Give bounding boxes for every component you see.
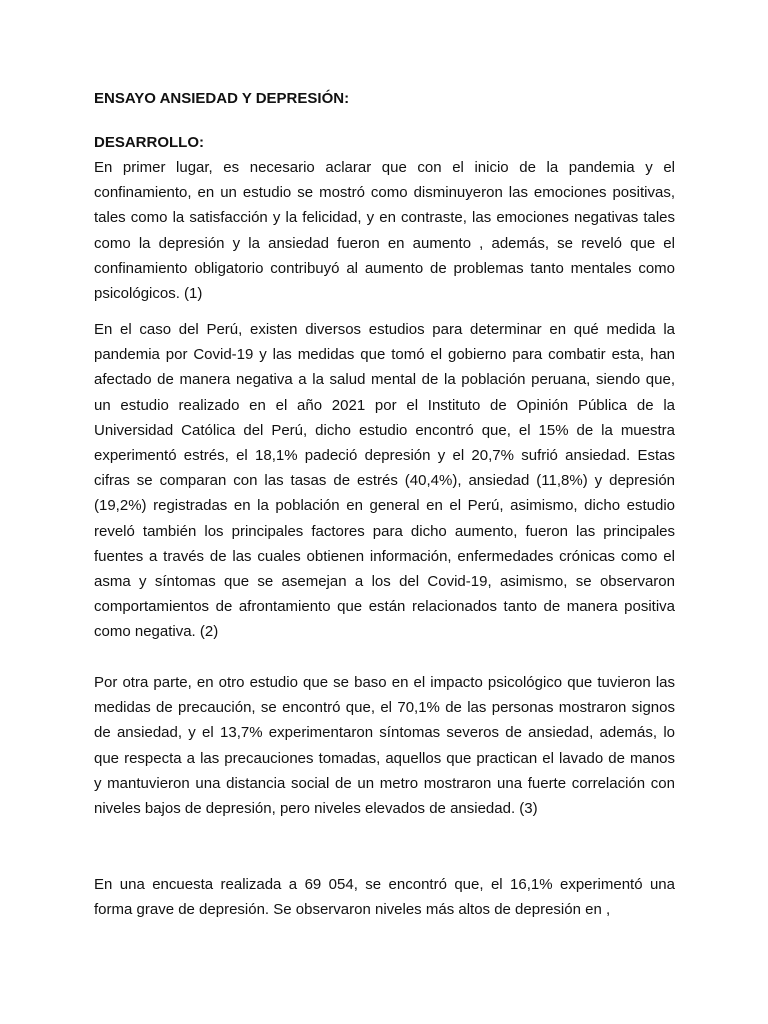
paragraph: En una encuesta realizada a 69 054, se encontró que, el 16,1% experimentó una forma grave de depresión. Se observaron niveles más altos de depresión en ,	[94, 876, 675, 919]
paragraph: Por otra parte, en otro estudio que se baso en el impacto psicológico que tuvieron las medidas de precaución, se encontró que, el 70,1% de las personas mostraron signos de ansiedad, y el 13,7% experimentaron síntomas severos de ansiedad, además, lo que respecta a las precauciones tomadas, aquellos que practican el lavado de manos y mantuvieron una distancia social de un metro mostraron una fuerte correlación con niveles bajos de depresión, pero niveles elevados de ansiedad. (3)	[94, 674, 675, 818]
section-heading: DESARROLLO:	[94, 134, 204, 151]
document-title: ENSAYO ANSIEDAD Y DEPRESIÓN:	[94, 90, 350, 107]
paragraph: En el caso del Perú, existen diversos estudios para determinar en qué medida la pandemia por Covid-19 y las medidas que tomó el gobierno para combatir esta, han afectado de manera negativa a la salud mental de la población peruana, siendo que, un estudio realizado en el año 2021 por el Instituto de Opinión Pública de la Universidad Católica del Perú, dicho estudio encontró que, el 15% de la muestra experimentó estrés, el 18,1% padeció depresión y el 20,7% sufrió ansiedad. Estas cifras se comparan con las tasas de estrés (40,4%), ansiedad (11,8%) y depresión (19,2%) registradas en la población en general en el Perú, asimismo, dicho estudio reveló también los principales factores para dicho aumento, fueron las principales fuentes a través de las cuales obtienen información, enfermedades crónicas como el asma y síntomas que se asemejan a los del Covid-19, asimismo, se observaron comportamientos de afrontamiento que están relacionados tanto de manera positiva como negativa. (2)	[94, 321, 675, 641]
paragraph: En primer lugar, es necesario aclarar que con el inicio de la pandemia y el confinamiento, en un estudio se mostró como disminuyeron las emociones positivas, tales como la satisfacción y la felicidad, y en contraste, las emociones negativas tales como la depresión y la ansiedad fueron en aumento , además, se reveló que el confinamiento obligatorio contribuyó al aumento de problemas tanto mentales como psicológicos. (1)	[94, 159, 675, 303]
